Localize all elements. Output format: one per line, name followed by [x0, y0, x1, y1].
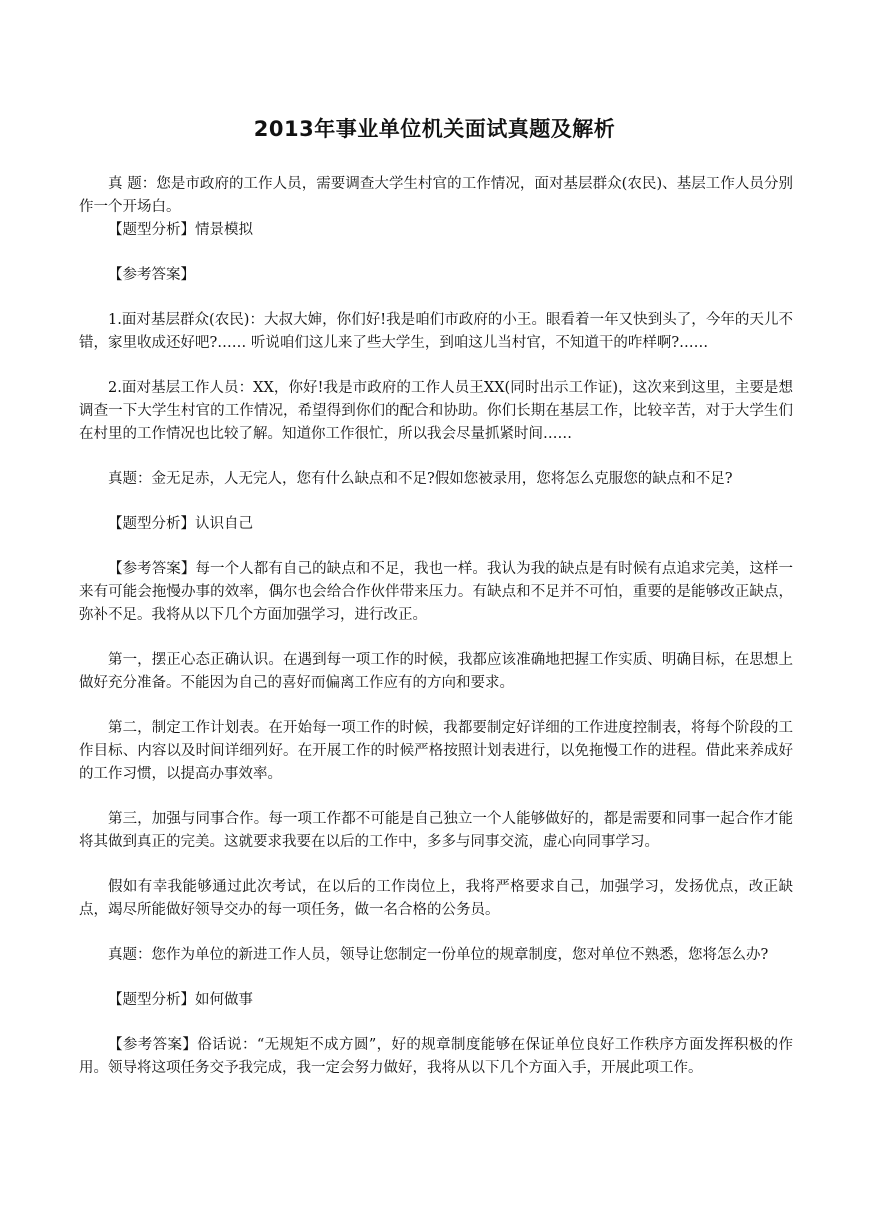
paragraph-answer-2-point-2: 第二，制定工作计划表。在开始每一项工作的时候，我都要制定好详细的工作进度控制表，将每个阶段的工作目标、内容以及时间详细列好。在开展工作的时候严格按照计划表进行，以免拖慢工作的进程。借此来养成好的工作习惯，以提高办事效率。 [79, 720, 793, 782]
paragraph-question-3: 真题：您作为单位的新进工作人员，领导让您制定一份单位的规章制度，您对单位不熟悉，您将怎么办? [108, 947, 769, 963]
paragraph-answer-1-item-2: 2.面对基层工作人员：XX，你好!我是市政府的工作人员王XX(同时出示工作证)，这次来到这里，主要是想调查一下大学生村官的工作情况，希望得到你们的配合和协助。你们长期在基层工作，比较辛苦，对于大学生们在村里的工作情况也比较了解。知道你工作很忙，所以我会尽量抓紧时间…… [79, 380, 793, 442]
paragraph-answer-heading-1: 【参考答案】 [108, 267, 195, 283]
paragraph-answer-2: 【参考答案】每一个人都有自己的缺点和不足，我也一样。我认为我的缺点是有时候有点追求完美，这样一来有可能会拖慢办事的效率，偶尔也会给合作伙伴带来压力。有缺点和不足并不可怕，重要的是能够改正缺点，弥补不足。我将从以下几个方面加强学习，进行改正。 [79, 561, 793, 623]
paragraph-analysis-1: 【题型分析】情景模拟 [108, 222, 253, 238]
paragraph-question-2: 真题：金无足赤，人无完人，您有什么缺点和不足?假如您被录用，您将怎么克服您的缺点和不足? [108, 471, 733, 487]
document-title: 2013年事业单位机关面试真题及解析 [253, 117, 616, 141]
document-body [79, 173, 793, 1080]
paragraph-analysis-3: 【题型分析】如何做事 [108, 992, 253, 1008]
paragraph-answer-2-point-1: 第一，摆正心态正确认识。在遇到每一项工作的时候，我都应该准确地把握工作实质、明确目标，在思想上做好充分准备。不能因为自己的喜好而偏离工作应有的方向和要求。 [79, 652, 793, 691]
paragraph-answer-1-item-1: 1.面对基层群众(农民)：大叔大婶，你们好!我是咱们市政府的小王。眼看着一年又快到头了，今年的天儿不错，家里收成还好吧?…… 听说咱们这儿来了些大学生，到咱这儿当村官，不知道干的咋样啊?…… [79, 312, 793, 351]
paragraph-answer-3: 【参考答案】俗话说：“无规矩不成方圆”，好的规章制度能够在保证单位良好工作秩序方面发挥积极的作用。领导将这项任务交予我完成，我一定会努力做好，我将从以下几个方面入手，开展此项工作。 [79, 1037, 793, 1076]
paragraph-question-1: 真 题：您是市政府的工作人员，需要调查大学生村官的工作情况，面对基层群众(农民)、基层工作人员分别作一个开场白。 [79, 176, 793, 215]
paragraph-answer-2-conclusion: 假如有幸我能够通过此次考试，在以后的工作岗位上，我将严格要求自己，加强学习，发扬优点，改正缺点，竭尽所能做好领导交办的每一项任务，做一名合格的公务员。 [79, 879, 793, 918]
paragraph-analysis-2: 【题型分析】认识自己 [108, 516, 253, 532]
paragraph-answer-2-point-3: 第三，加强与同事合作。每一项工作都不可能是自己独立一个人能够做好的，都是需要和同事一起合作才能将其做到真正的完美。这就要求我要在以后的工作中，多多与同事交流，虚心向同事学习。 [79, 811, 793, 850]
